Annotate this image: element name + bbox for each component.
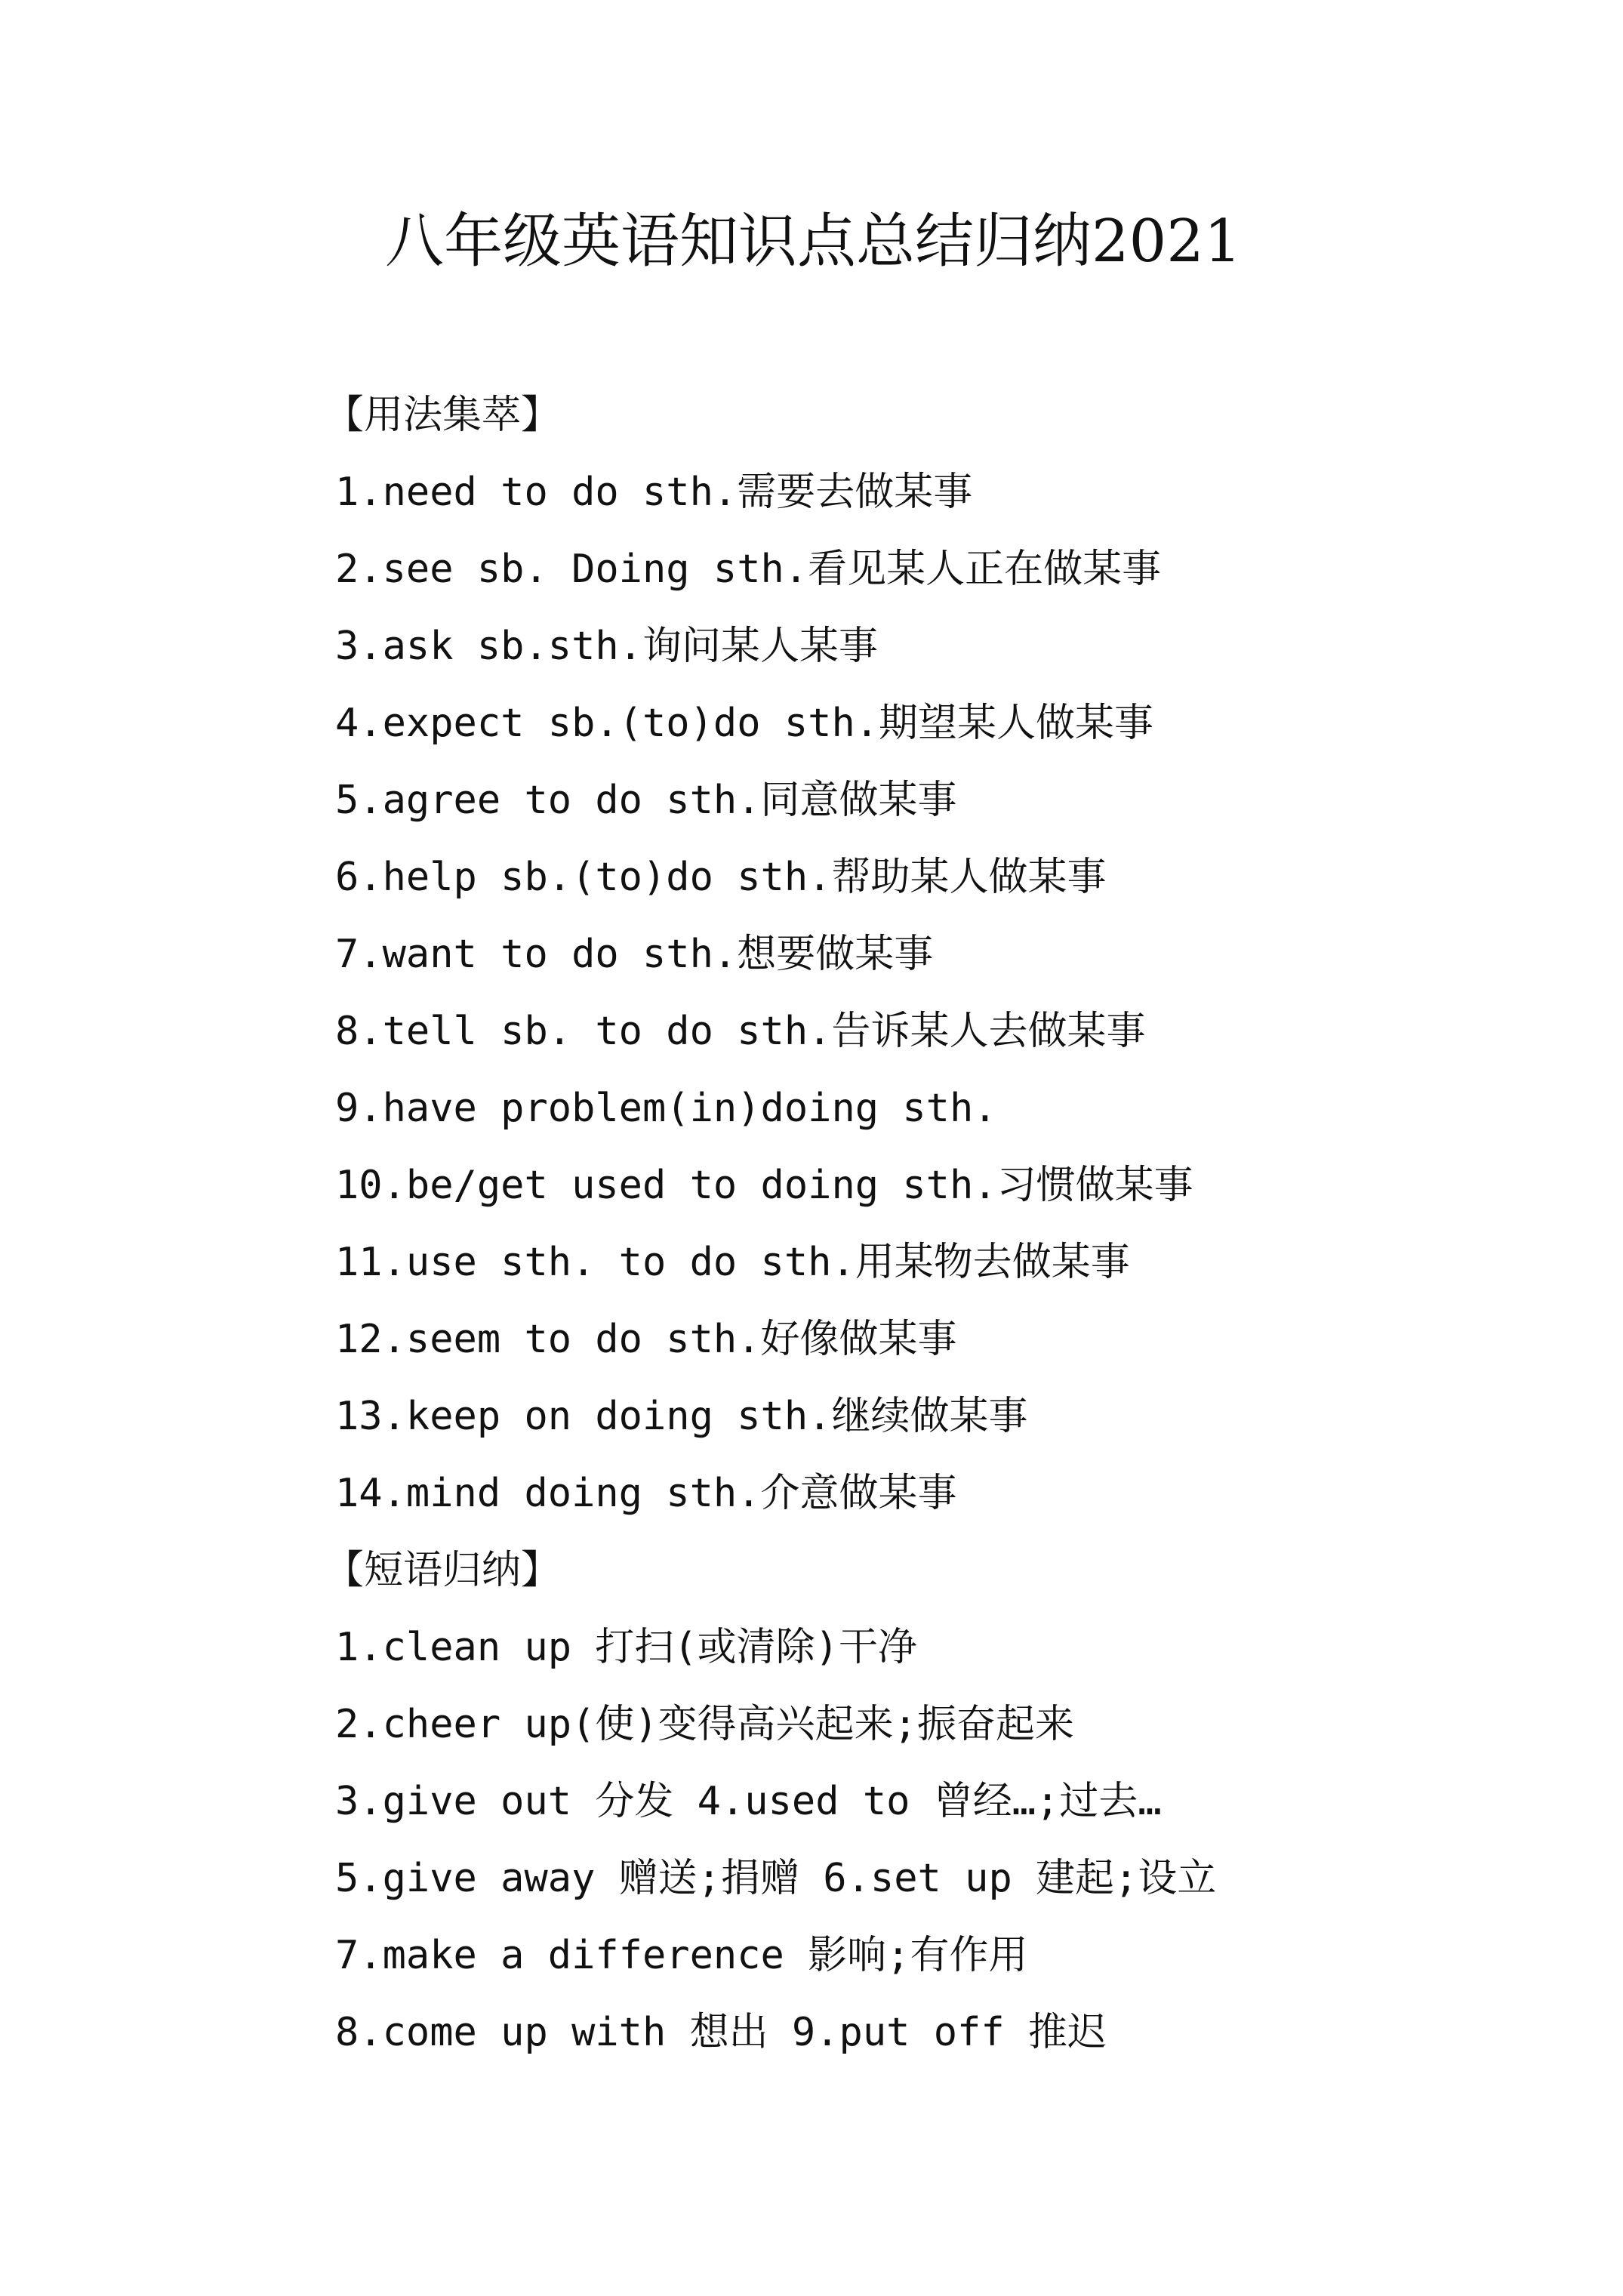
section-heading-phrases: 【短语归纳】 (325, 1548, 561, 1593)
usage-item: 14.mind doing sth.介意做某事 (335, 1471, 957, 1516)
usage-item: 2.see sb. Doing sth.看见某人正在做某事 (335, 547, 1162, 592)
usage-item: 1.need to do sth.需要去做某事 (335, 470, 973, 515)
usage-item: 13.keep on doing sth.继续做某事 (335, 1394, 1028, 1439)
phrase-item: 2.cheer up(使)变得高兴起来;振奋起来 (335, 1702, 1074, 1747)
section-heading-usage: 【用法集萃】 (325, 393, 561, 438)
phrase-item: 7.make a difference 影响;有作用 (335, 1933, 1028, 1978)
usage-item: 5.agree to do sth.同意做某事 (335, 778, 957, 823)
usage-item: 4.expect sb.(to)do sth.期望某人做某事 (335, 701, 1154, 746)
usage-item: 8.tell sb. to do sth.告诉某人去做某事 (335, 1009, 1146, 1054)
usage-item: 11.use sth. to do sth.用某物去做某事 (335, 1240, 1130, 1285)
phrase-item: 5.give away 赠送;捐赠 6.set up 建起;设立 (335, 1856, 1217, 1901)
usage-item: 7.want to do sth.想要做某事 (335, 932, 934, 977)
usage-item: 9.have problem(in)doing sth. (335, 1086, 997, 1131)
phrase-item: 8.come up with 想出 9.put off 推迟 (335, 2010, 1107, 2055)
usage-item: 3.ask sb.sth.询问某人某事 (335, 624, 878, 669)
usage-item: 10.be/get used to doing sth.习惯做某事 (335, 1163, 1193, 1208)
document-title: 八年级英语知识点总结归纳2021 (385, 208, 1242, 276)
phrase-item: 1.clean up 打扫(或清除)干净 (335, 1625, 917, 1670)
usage-item: 12.seem to do sth.好像做某事 (335, 1317, 957, 1362)
phrase-item: 3.give out 分发 4.used to 曾经…;过去… (335, 1779, 1162, 1824)
usage-item: 6.help sb.(to)do sth.帮助某人做某事 (335, 855, 1107, 900)
